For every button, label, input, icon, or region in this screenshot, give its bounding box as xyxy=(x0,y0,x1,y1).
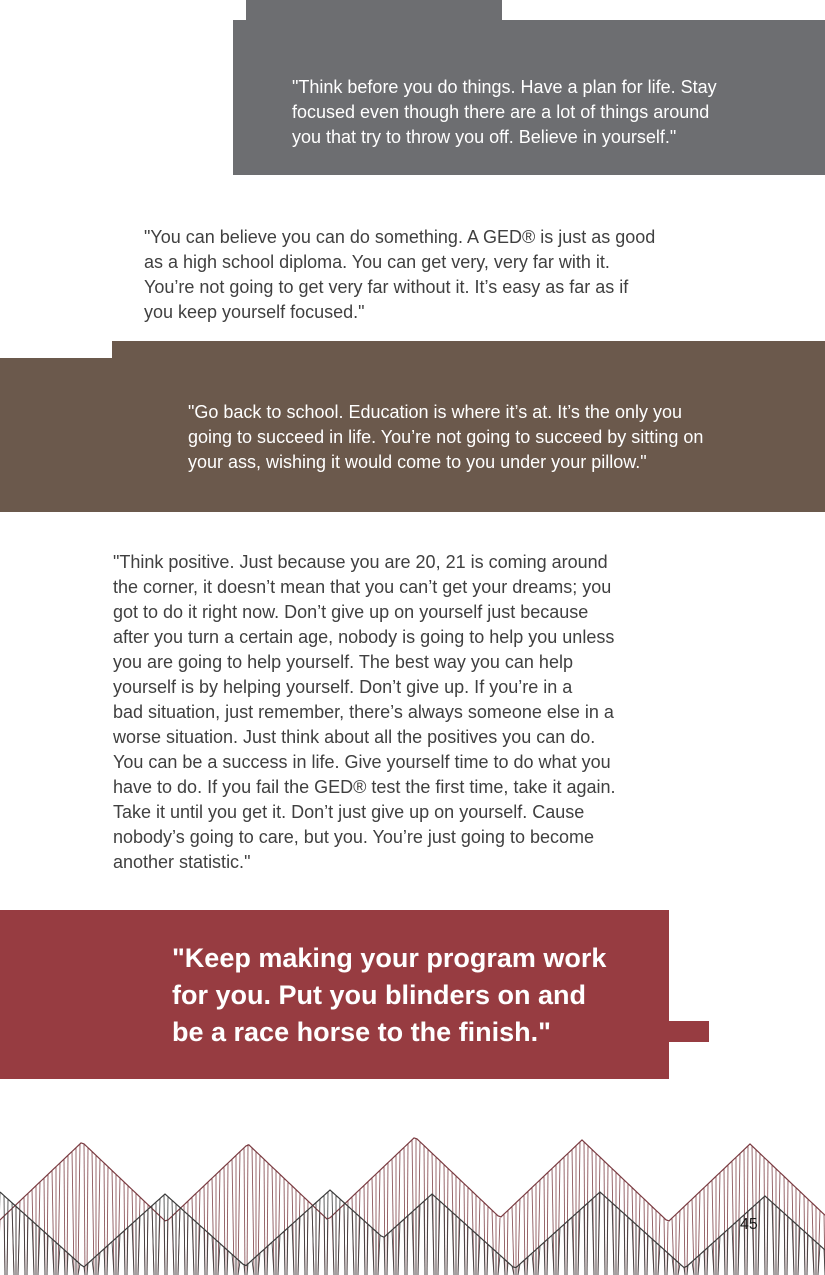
hatch-line xyxy=(244,1148,245,1275)
red-tab-decoration xyxy=(667,1021,709,1042)
hatch-line xyxy=(687,1203,688,1275)
quote-plan-for-life: "Think before you do things. Have a plan for life. Stay focused even though there are a lot of things around you that try to throw you off. Believe in yourself." xyxy=(292,77,717,147)
hatch-line xyxy=(312,1206,314,1275)
hatch-line xyxy=(152,1206,154,1275)
hatch-line xyxy=(18,1210,20,1275)
gray-tab-decoration xyxy=(246,0,502,22)
quote-ged-diploma: "You can believe you can do something. A GED® is just as good as a high school diploma. You can get very, very far with it. You’re not going to get very far without it. It’s easy as far as if you keep yourself focused." xyxy=(144,227,656,322)
hatch-line xyxy=(304,1213,305,1275)
hatch-line xyxy=(327,1192,328,1275)
hatch-line xyxy=(144,1213,145,1275)
hatch-line xyxy=(7,1199,8,1275)
hatch-line xyxy=(27,1217,28,1275)
hatch-line xyxy=(78,1144,80,1275)
hatch-line xyxy=(247,1144,248,1275)
hatch-line xyxy=(238,1152,240,1275)
hatch-line xyxy=(164,1195,165,1275)
page-number: 45 xyxy=(740,1216,758,1233)
quote-race-horse-highlight: "Keep making your program work for you. Put you blinders on and be a race horse to the finish." xyxy=(172,943,607,1047)
hatch-line xyxy=(24,1214,25,1275)
hatch-line xyxy=(187,1215,188,1275)
hatched-mountain-border xyxy=(0,1132,825,1275)
hatch-line xyxy=(512,1207,514,1275)
hatch-line xyxy=(684,1207,685,1275)
hatch-line xyxy=(184,1211,185,1275)
hatch-line xyxy=(84,1144,85,1275)
quote-go-back-to-school: "Go back to school. Education is where it’s at. It’s the only you going to succeed in life. You’re not going to succeed by sitting on your ass, wishing it would come to you under your pillow." xyxy=(188,402,704,472)
hatch-line xyxy=(307,1210,308,1275)
hatch-line xyxy=(87,1148,88,1275)
quote-think-positive: "Think positive. Just because you are 20, 21 is coming around the corner, it doesn’t mean that you can’t get your dreams; you got to do it right now. Don’t give up on yourself just because after you turn a certain age, nobody is going to help you unless you are going to help yourself. The best way you can help yourself is by helping yourself. Don’t give up. If you’re in a bad situation, just remember, there’s always someone else in a worse situation. Just think about all the positives you can do. You can be a success in life. Give yourself time to do what you have to do. If you fail the GED® test the first time, take it again. Take it until you get it. Don’t just give up on yourself. Cause nobody’s going to care, but you. You’re just going to become another statistic." xyxy=(113,552,616,872)
hatch-line xyxy=(147,1209,148,1275)
brown-panel-notch xyxy=(0,341,112,358)
hatch-line xyxy=(92,1152,94,1275)
hatch-line xyxy=(4,1196,5,1275)
hatch-line xyxy=(324,1195,325,1275)
hatch-line xyxy=(178,1208,180,1275)
red-hatched-peaks xyxy=(0,1138,825,1275)
hatch-line xyxy=(347,1206,348,1275)
hatch-line xyxy=(344,1203,345,1275)
hatch-line xyxy=(12,1203,14,1275)
hatch-line xyxy=(167,1197,168,1275)
hatch-line xyxy=(252,1148,254,1275)
